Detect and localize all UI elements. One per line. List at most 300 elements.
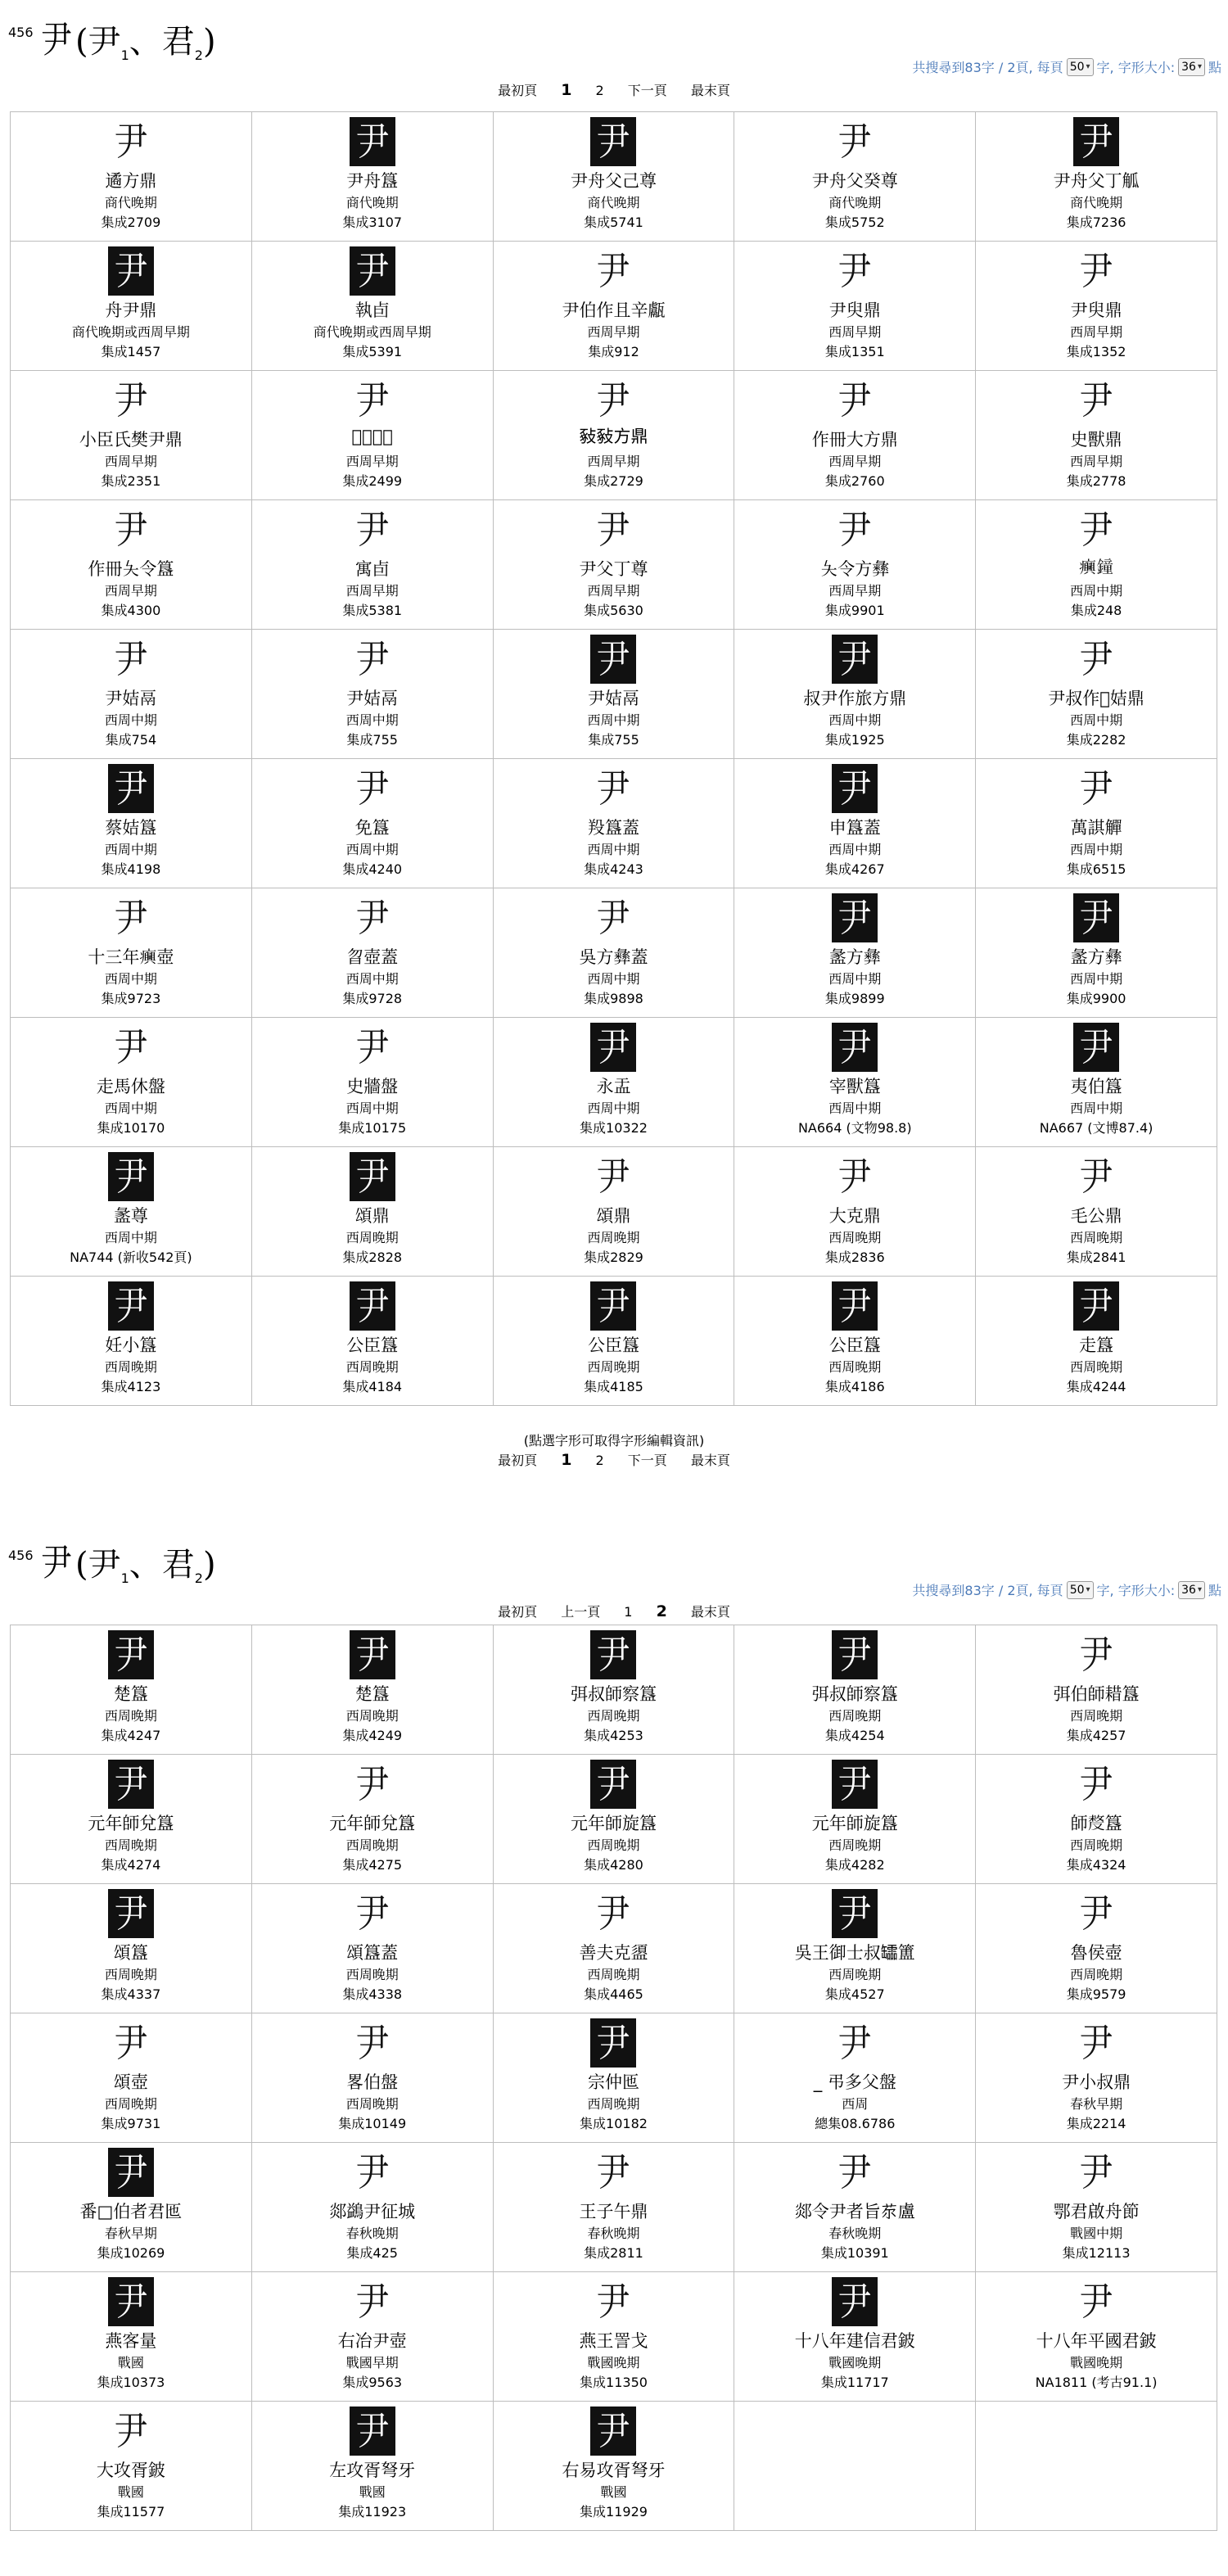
glyph-cell[interactable] — [11, 2402, 252, 2531]
bronze-glyph-image[interactable] — [832, 1630, 878, 1679]
period-label: 西周中期 — [345, 971, 399, 987]
bronze-glyph-image[interactable] — [832, 376, 878, 425]
glyph-cell[interactable] — [494, 2143, 735, 2272]
bronze-glyph-image[interactable] — [832, 1023, 878, 1072]
glyph-cell[interactable] — [11, 759, 252, 888]
glyph-cell[interactable] — [734, 1277, 976, 1406]
period-label: 西周晚期 — [828, 1359, 882, 1375]
bronze-glyph-image[interactable] — [350, 117, 395, 166]
glyph-cell[interactable] — [734, 1884, 976, 2013]
bronze-glyph-image[interactable] — [350, 1152, 395, 1201]
glyph-character: 尹 — [114, 1632, 148, 1678]
first-page-link[interactable]: 最初頁 — [498, 83, 538, 98]
per-page-select[interactable] — [1067, 58, 1094, 76]
head-character: 尹 — [41, 17, 72, 61]
glyph-cell[interactable] — [252, 2272, 494, 2402]
period-label: 西周晚期 — [828, 1837, 882, 1853]
period-label: 西周早期 — [345, 454, 399, 469]
period-label: 西周晚期 — [345, 1708, 399, 1724]
glyph-cell[interactable] — [734, 2143, 976, 2272]
bronze-glyph-image[interactable] — [1073, 764, 1119, 813]
source-ref: 集成4324 — [1066, 1857, 1126, 1873]
glyph-cell[interactable] — [734, 1755, 976, 1884]
period-label: 西周晚期 — [1070, 1708, 1123, 1724]
glyph-cell[interactable] — [494, 500, 735, 630]
source-ref: 集成755 — [588, 732, 639, 748]
bronze-glyph-image[interactable] — [350, 2407, 395, 2456]
glyph-cell[interactable] — [494, 630, 735, 759]
source-ref: 集成4253 — [584, 1728, 643, 1743]
glyph-cell[interactable] — [252, 2013, 494, 2143]
bronze-glyph-image[interactable] — [832, 764, 878, 813]
glyph-cell[interactable] — [11, 242, 252, 371]
vessel-name: 番□伯者君匜 — [79, 2202, 183, 2221]
bronze-glyph-image[interactable] — [590, 635, 636, 684]
glyph-character: 尹 — [597, 1632, 630, 1678]
glyph-cell[interactable] — [976, 1018, 1217, 1147]
glyph-cell[interactable] — [252, 1884, 494, 2013]
glyph-cell[interactable] — [252, 630, 494, 759]
empty-cell — [734, 2402, 976, 2531]
glyph-character: 尹 — [837, 377, 872, 423]
glyph-character: 尹 — [355, 507, 390, 553]
source-ref: 集成755 — [346, 732, 398, 748]
glyph-cell[interactable] — [494, 1755, 735, 1884]
glyph-cell[interactable] — [11, 500, 252, 630]
bronze-glyph-image[interactable] — [350, 893, 395, 942]
glyph-cell[interactable] — [252, 500, 494, 630]
bronze-glyph-image[interactable] — [1073, 117, 1119, 166]
bronze-glyph-image[interactable] — [1073, 2277, 1119, 2326]
glyph-cell[interactable] — [976, 1277, 1217, 1406]
font-size-value: 36 — [1181, 60, 1196, 74]
bronze-glyph-image[interactable] — [350, 635, 395, 684]
glyph-cell[interactable] — [976, 2272, 1217, 2402]
period-label: 西周中期 — [828, 712, 882, 728]
glyph-cell[interactable] — [494, 1147, 735, 1277]
bronze-glyph-image[interactable] — [108, 1630, 154, 1679]
bronze-glyph-image[interactable] — [832, 1281, 878, 1331]
glyph-character: 尹 — [114, 2020, 148, 2066]
bronze-glyph-image[interactable] — [832, 505, 878, 554]
glyph-character: 尹 — [837, 1761, 872, 1807]
glyph-cell[interactable] — [976, 759, 1217, 888]
glyph-character: 尹 — [114, 248, 148, 294]
bronze-glyph-image[interactable] — [108, 1281, 154, 1331]
source-ref: 集成1925 — [824, 732, 885, 748]
bronze-glyph-image[interactable] — [1073, 246, 1119, 296]
glyph-cell[interactable] — [11, 1884, 252, 2013]
bronze-glyph-image[interactable] — [1073, 1152, 1119, 1201]
glyph-cell[interactable] — [494, 1884, 735, 2013]
current-page: 1 — [561, 81, 572, 99]
character-number: 456 — [8, 25, 34, 40]
last-page-link[interactable]: 最末頁 — [690, 83, 730, 98]
glyph-cell[interactable] — [494, 1277, 735, 1406]
bronze-glyph-image[interactable] — [1073, 376, 1119, 425]
glyph-cell[interactable] — [11, 888, 252, 1018]
vessel-name: 尹臾鼎 — [828, 301, 881, 320]
bronze-glyph-image[interactable] — [350, 505, 395, 554]
vessel-name: 尹臾鼎 — [1070, 301, 1122, 320]
period-label: 戰國晚期 — [828, 2355, 882, 2370]
bronze-glyph-image[interactable] — [108, 1023, 154, 1072]
source-ref: 集成2351 — [101, 473, 161, 489]
glyph-cell[interactable] — [11, 1018, 252, 1147]
vessel-name: 尹舟父癸尊 — [811, 171, 898, 191]
glyph-character: 尹 — [114, 119, 148, 165]
glyph-character: 尹 — [114, 377, 148, 423]
period-label: 西周早期 — [104, 583, 157, 599]
bronze-glyph-image[interactable] — [108, 2148, 154, 2197]
glyph-cell[interactable] — [976, 1625, 1217, 1755]
source-ref: 集成4300 — [101, 603, 161, 618]
period-label: 西周晚期 — [1070, 1967, 1123, 1982]
bronze-glyph-image[interactable] — [350, 246, 395, 296]
glyph-cell[interactable] — [734, 630, 976, 759]
period-label: 商代晚期或西周早期 — [71, 324, 190, 340]
vessel-name: 鄂君啟舟節 — [1053, 2202, 1140, 2221]
glyph-cell[interactable] — [734, 112, 976, 242]
bronze-glyph-image[interactable] — [108, 893, 154, 942]
glyph-cell[interactable] — [494, 1625, 735, 1755]
bronze-glyph-image[interactable] — [832, 635, 878, 684]
bronze-glyph-image[interactable] — [590, 505, 636, 554]
character-number: 456 — [8, 1548, 34, 1563]
period-label: 西周早期 — [587, 583, 640, 599]
glyph-cell[interactable] — [734, 1018, 976, 1147]
vessel-name: 夨令方彝 — [820, 559, 890, 579]
per-page-select[interactable] — [1067, 1581, 1094, 1599]
glyph-cell[interactable] — [494, 112, 735, 242]
last-page-link[interactable]: 最末頁 — [690, 1604, 730, 1620]
glyph-cell[interactable] — [11, 1625, 252, 1755]
bronze-glyph-image[interactable] — [350, 1889, 395, 1938]
glyph-cell[interactable] — [252, 888, 494, 1018]
glyph-character: 尹 — [355, 1154, 390, 1200]
bronze-glyph-image[interactable] — [108, 376, 154, 425]
glyph-cell[interactable] — [494, 1018, 735, 1147]
bronze-glyph-image[interactable] — [590, 1760, 636, 1809]
character-title: 尹 (尹$_1$、君$_2$) — [38, 10, 216, 64]
per-page-value: 50 — [1069, 60, 1085, 74]
glyph-cell[interactable] — [252, 1018, 494, 1147]
glyph-cell[interactable] — [734, 500, 976, 630]
period-label: 西周晚期 — [345, 1837, 399, 1853]
glyph-cell[interactable] — [11, 1755, 252, 1884]
glyph-cell[interactable] — [734, 888, 976, 1018]
glyph-cell[interactable] — [11, 1147, 252, 1277]
vessel-name: 郯鷁尹征城 — [329, 2202, 416, 2221]
vessel-name: 大攻胥鈹 — [96, 2461, 165, 2480]
source-ref: 集成5391 — [342, 344, 403, 359]
bronze-glyph-image[interactable] — [108, 2277, 154, 2326]
next-page-link[interactable]: 下一頁 — [627, 1453, 667, 1468]
period-label: 西周早期 — [828, 324, 882, 340]
glyph-cell[interactable] — [976, 371, 1217, 500]
period-label: 西周中期 — [104, 971, 157, 987]
glyph-cell[interactable] — [252, 2143, 494, 2272]
glyph-cell[interactable] — [252, 371, 494, 500]
glyph-cell[interactable] — [494, 242, 735, 371]
period-label: 西周中期 — [587, 712, 640, 728]
vessel-name: 弭伯師耤簋 — [1053, 1684, 1140, 1704]
glyph-character: 尹 — [1079, 248, 1113, 294]
bronze-glyph-image[interactable] — [1073, 1023, 1119, 1072]
glyph-cell[interactable] — [11, 630, 252, 759]
variant-char-2: 君 — [161, 23, 195, 61]
glyph-cell[interactable] — [252, 1625, 494, 1755]
bronze-glyph-image[interactable] — [350, 2148, 395, 2197]
bronze-glyph-image[interactable] — [590, 2148, 636, 2197]
bronze-glyph-image[interactable] — [590, 764, 636, 813]
bronze-glyph-image[interactable] — [590, 1023, 636, 1072]
bronze-glyph-image[interactable] — [590, 246, 636, 296]
bronze-glyph-image[interactable] — [590, 1630, 636, 1679]
source-ref: 集成11923 — [338, 2504, 407, 2520]
glyph-character: 尹 — [837, 766, 872, 811]
glyph-cell[interactable] — [252, 112, 494, 242]
bronze-glyph-image[interactable] — [1073, 2018, 1119, 2068]
font-size-select[interactable] — [1178, 58, 1205, 76]
bronze-glyph-image[interactable] — [590, 376, 636, 425]
source-ref: 集成9579 — [1066, 1986, 1126, 2002]
bronze-glyph-image[interactable] — [350, 764, 395, 813]
glyph-cell[interactable] — [252, 1277, 494, 1406]
vessel-name: 宗仲匜 — [587, 2072, 639, 2092]
page-link-2[interactable]: 2 — [595, 1453, 604, 1468]
bronze-glyph-image[interactable] — [1073, 505, 1119, 554]
bronze-glyph-image[interactable] — [350, 2277, 395, 2326]
variant-separator: 、 — [129, 23, 162, 61]
glyph-cell[interactable] — [734, 242, 976, 371]
period-label: 西周中期 — [587, 842, 640, 857]
period-label: 戰國晚期 — [1070, 2355, 1123, 2370]
bronze-glyph-image[interactable] — [350, 1630, 395, 1679]
bronze-glyph-image[interactable] — [590, 1152, 636, 1201]
vessel-name: 魯侯壺 — [1070, 1943, 1122, 1963]
bronze-glyph-image[interactable] — [1073, 1630, 1119, 1679]
glyph-cell[interactable] — [252, 2402, 494, 2531]
bronze-glyph-image[interactable] — [108, 2407, 154, 2456]
bronze-glyph-image[interactable] — [350, 1023, 395, 1072]
bronze-glyph-image[interactable] — [590, 117, 636, 166]
bronze-glyph-image[interactable] — [832, 1152, 878, 1201]
vessel-name: 頌壺 — [113, 2072, 148, 2092]
period-label: 西周晚期 — [345, 1967, 399, 1982]
period-label: 西周早期 — [104, 454, 157, 469]
bronze-glyph-image[interactable] — [350, 2018, 395, 2068]
bronze-glyph-image[interactable] — [108, 635, 154, 684]
glyph-cell[interactable] — [494, 2402, 735, 2531]
glyph-character: 尹 — [837, 2279, 872, 2325]
bronze-glyph-image[interactable] — [108, 505, 154, 554]
bronze-glyph-image[interactable] — [832, 2277, 878, 2326]
glyph-character: 尹 — [355, 377, 390, 423]
bronze-glyph-image[interactable] — [1073, 1889, 1119, 1938]
source-ref: 集成4123 — [101, 1379, 161, 1394]
vessel-name: 頌鼎 — [354, 1206, 390, 1226]
glyph-cell[interactable] — [734, 371, 976, 500]
period-label: 西周晚期 — [104, 2096, 157, 2112]
source-ref: 集成4338 — [342, 1986, 403, 2002]
glyph-cell[interactable] — [976, 1147, 1217, 1277]
period-label: 西周晚期 — [345, 1359, 399, 1375]
bronze-glyph-image[interactable] — [590, 2407, 636, 2456]
bronze-glyph-image[interactable] — [590, 1889, 636, 1938]
glyph-cell[interactable] — [976, 500, 1217, 630]
source-ref: 集成10149 — [338, 2116, 407, 2131]
first-page-link[interactable]: 最初頁 — [498, 1453, 538, 1468]
glyph-character: 尹 — [355, 895, 390, 941]
source-ref: NA1811 (考古91.1) — [1035, 2375, 1158, 2390]
glyph-cell[interactable] — [976, 242, 1217, 371]
source-ref: 集成10182 — [580, 2116, 648, 2131]
vessel-name: 燕客量 — [105, 2331, 157, 2351]
glyph-cell[interactable] — [494, 2272, 735, 2402]
bronze-glyph-image[interactable] — [108, 764, 154, 813]
bronze-glyph-image[interactable] — [590, 1281, 636, 1331]
glyph-cell[interactable] — [11, 2143, 252, 2272]
per-page-value: 50 — [1069, 1583, 1085, 1597]
glyph-character: 尹 — [597, 895, 630, 941]
glyph-character: 尹 — [1079, 1024, 1113, 1070]
bronze-glyph-image[interactable] — [832, 246, 878, 296]
glyph-character: 尹 — [114, 2149, 148, 2195]
glyph-cell[interactable] — [976, 112, 1217, 242]
glyph-character: 尹 — [114, 507, 148, 553]
bronze-glyph-image[interactable] — [108, 117, 154, 166]
bronze-glyph-image[interactable] — [832, 1760, 878, 1809]
font-size-unit: 點 — [1208, 1583, 1221, 1598]
source-ref: 集成6515 — [1066, 861, 1126, 877]
bronze-glyph-image[interactable] — [590, 893, 636, 942]
source-ref: 集成1457 — [101, 344, 161, 359]
bronze-glyph-image[interactable] — [350, 1760, 395, 1809]
page-link-2[interactable]: 2 — [595, 83, 604, 98]
period-label: 商代晚期 — [104, 195, 157, 210]
period-label: 西周中期 — [104, 842, 157, 857]
glyph-cell[interactable] — [494, 759, 735, 888]
glyph-cell[interactable] — [252, 1147, 494, 1277]
glyph-cell[interactable] — [11, 112, 252, 242]
bronze-glyph-image[interactable] — [832, 893, 878, 942]
bronze-glyph-image[interactable] — [832, 2148, 878, 2197]
glyph-character: 尹 — [837, 1154, 872, 1200]
bronze-glyph-image[interactable] — [350, 1281, 395, 1331]
bronze-glyph-image[interactable] — [1073, 1281, 1119, 1331]
glyph-character: 尹 — [114, 895, 148, 941]
glyph-character: 尹 — [1079, 2279, 1113, 2325]
pager-bottom — [0, 1450, 1228, 1469]
bronze-glyph-image[interactable] — [350, 376, 395, 425]
glyph-cell[interactable] — [976, 1755, 1217, 1884]
source-ref: 集成4257 — [1066, 1728, 1126, 1743]
glyph-character: 尹 — [597, 1891, 630, 1937]
vessel-name: 尹小叔鼎 — [1062, 2072, 1131, 2092]
glyph-cell[interactable] — [976, 1884, 1217, 2013]
source-ref: 集成11577 — [97, 2504, 165, 2520]
bronze-glyph-image[interactable] — [108, 2018, 154, 2068]
glyph-cell[interactable] — [734, 759, 976, 888]
bronze-glyph-image[interactable] — [1073, 1760, 1119, 1809]
period-label: 春秋晚期 — [587, 2226, 640, 2241]
glyph-cell[interactable] — [734, 2272, 976, 2402]
glyph-cell[interactable] — [734, 2013, 976, 2143]
period-label: 商代晚期或西周早期 — [313, 324, 431, 340]
period-label: 西周晚期 — [587, 2096, 640, 2112]
glyph-character: 尹 — [1079, 2020, 1113, 2066]
bronze-glyph-image[interactable] — [1073, 893, 1119, 942]
period-label: 西周中期 — [104, 712, 157, 728]
vessel-name: 師𠭰簋 — [1070, 1814, 1122, 1833]
first-page-link[interactable]: 最初頁 — [498, 1604, 538, 1620]
vessel-name: 𠫑父丁鼎 — [351, 427, 393, 446]
glyph-cell[interactable] — [494, 2013, 735, 2143]
bronze-glyph-image[interactable] — [108, 1760, 154, 1809]
bronze-glyph-image[interactable] — [832, 2018, 878, 2068]
glyph-cell[interactable] — [734, 1147, 976, 1277]
bronze-glyph-image[interactable] — [832, 117, 878, 166]
next-page-link[interactable]: 下一頁 — [627, 83, 667, 98]
source-ref: 集成11717 — [820, 2375, 889, 2390]
glyph-hint: (點選字形可取得字形編輯資訊) — [523, 1433, 705, 1448]
source-ref: 集成10170 — [97, 1120, 165, 1136]
source-ref: 集成10269 — [97, 2245, 165, 2261]
bronze-glyph-image[interactable] — [108, 1889, 154, 1938]
vessel-name: 叔尹作旅方鼎 — [803, 689, 907, 708]
period-label: 西周晚期 — [1070, 1837, 1123, 1853]
glyph-cell[interactable] — [976, 2013, 1217, 2143]
glyph-cell[interactable] — [252, 759, 494, 888]
glyph-cell[interactable] — [494, 888, 735, 1018]
vessel-name: 毛公鼎 — [1070, 1206, 1122, 1226]
glyph-cell[interactable] — [976, 2143, 1217, 2272]
last-page-link[interactable]: 最末頁 — [690, 1453, 730, 1468]
vessel-name: 遹方鼎 — [105, 171, 157, 191]
bronze-glyph-image[interactable] — [108, 246, 154, 296]
glyph-cell[interactable] — [11, 1277, 252, 1406]
vessel-name: 尹舟父己尊 — [570, 171, 657, 191]
bronze-glyph-image[interactable] — [590, 2277, 636, 2326]
vessel-name: 小臣氏樊尹鼎 — [79, 430, 183, 450]
vessel-name: 頌簋蓋 — [346, 1943, 399, 1963]
bronze-glyph-image[interactable] — [1073, 2148, 1119, 2197]
period-label: 西周晚期 — [345, 1230, 399, 1245]
page-link-1[interactable]: 1 — [624, 1604, 633, 1620]
glyph-cell[interactable] — [976, 630, 1217, 759]
bronze-glyph-image[interactable] — [1073, 635, 1119, 684]
font-size-select[interactable] — [1178, 1581, 1205, 1599]
bronze-glyph-image[interactable] — [832, 1889, 878, 1938]
vessel-name: 尹叔作𤞷姞鼎 — [1048, 689, 1144, 708]
vessel-name: 盠方彝 — [828, 947, 881, 967]
bronze-glyph-image[interactable] — [108, 1152, 154, 1201]
variant-char-1: 尹 — [88, 1546, 121, 1584]
glyph-cell[interactable] — [976, 888, 1217, 1018]
glyph-cell[interactable] — [734, 1625, 976, 1755]
source-ref: 集成1352 — [1066, 344, 1126, 359]
glyph-character: 尹 — [597, 119, 630, 165]
glyph-cell[interactable] — [11, 2272, 252, 2402]
bronze-glyph-image[interactable] — [590, 2018, 636, 2068]
glyph-cell[interactable] — [252, 1755, 494, 1884]
glyph-cell[interactable] — [252, 242, 494, 371]
glyph-cell[interactable] — [494, 371, 735, 500]
prev-page-link[interactable]: 上一頁 — [561, 1604, 601, 1620]
glyph-cell[interactable] — [11, 2013, 252, 2143]
glyph-cell[interactable] — [11, 371, 252, 500]
